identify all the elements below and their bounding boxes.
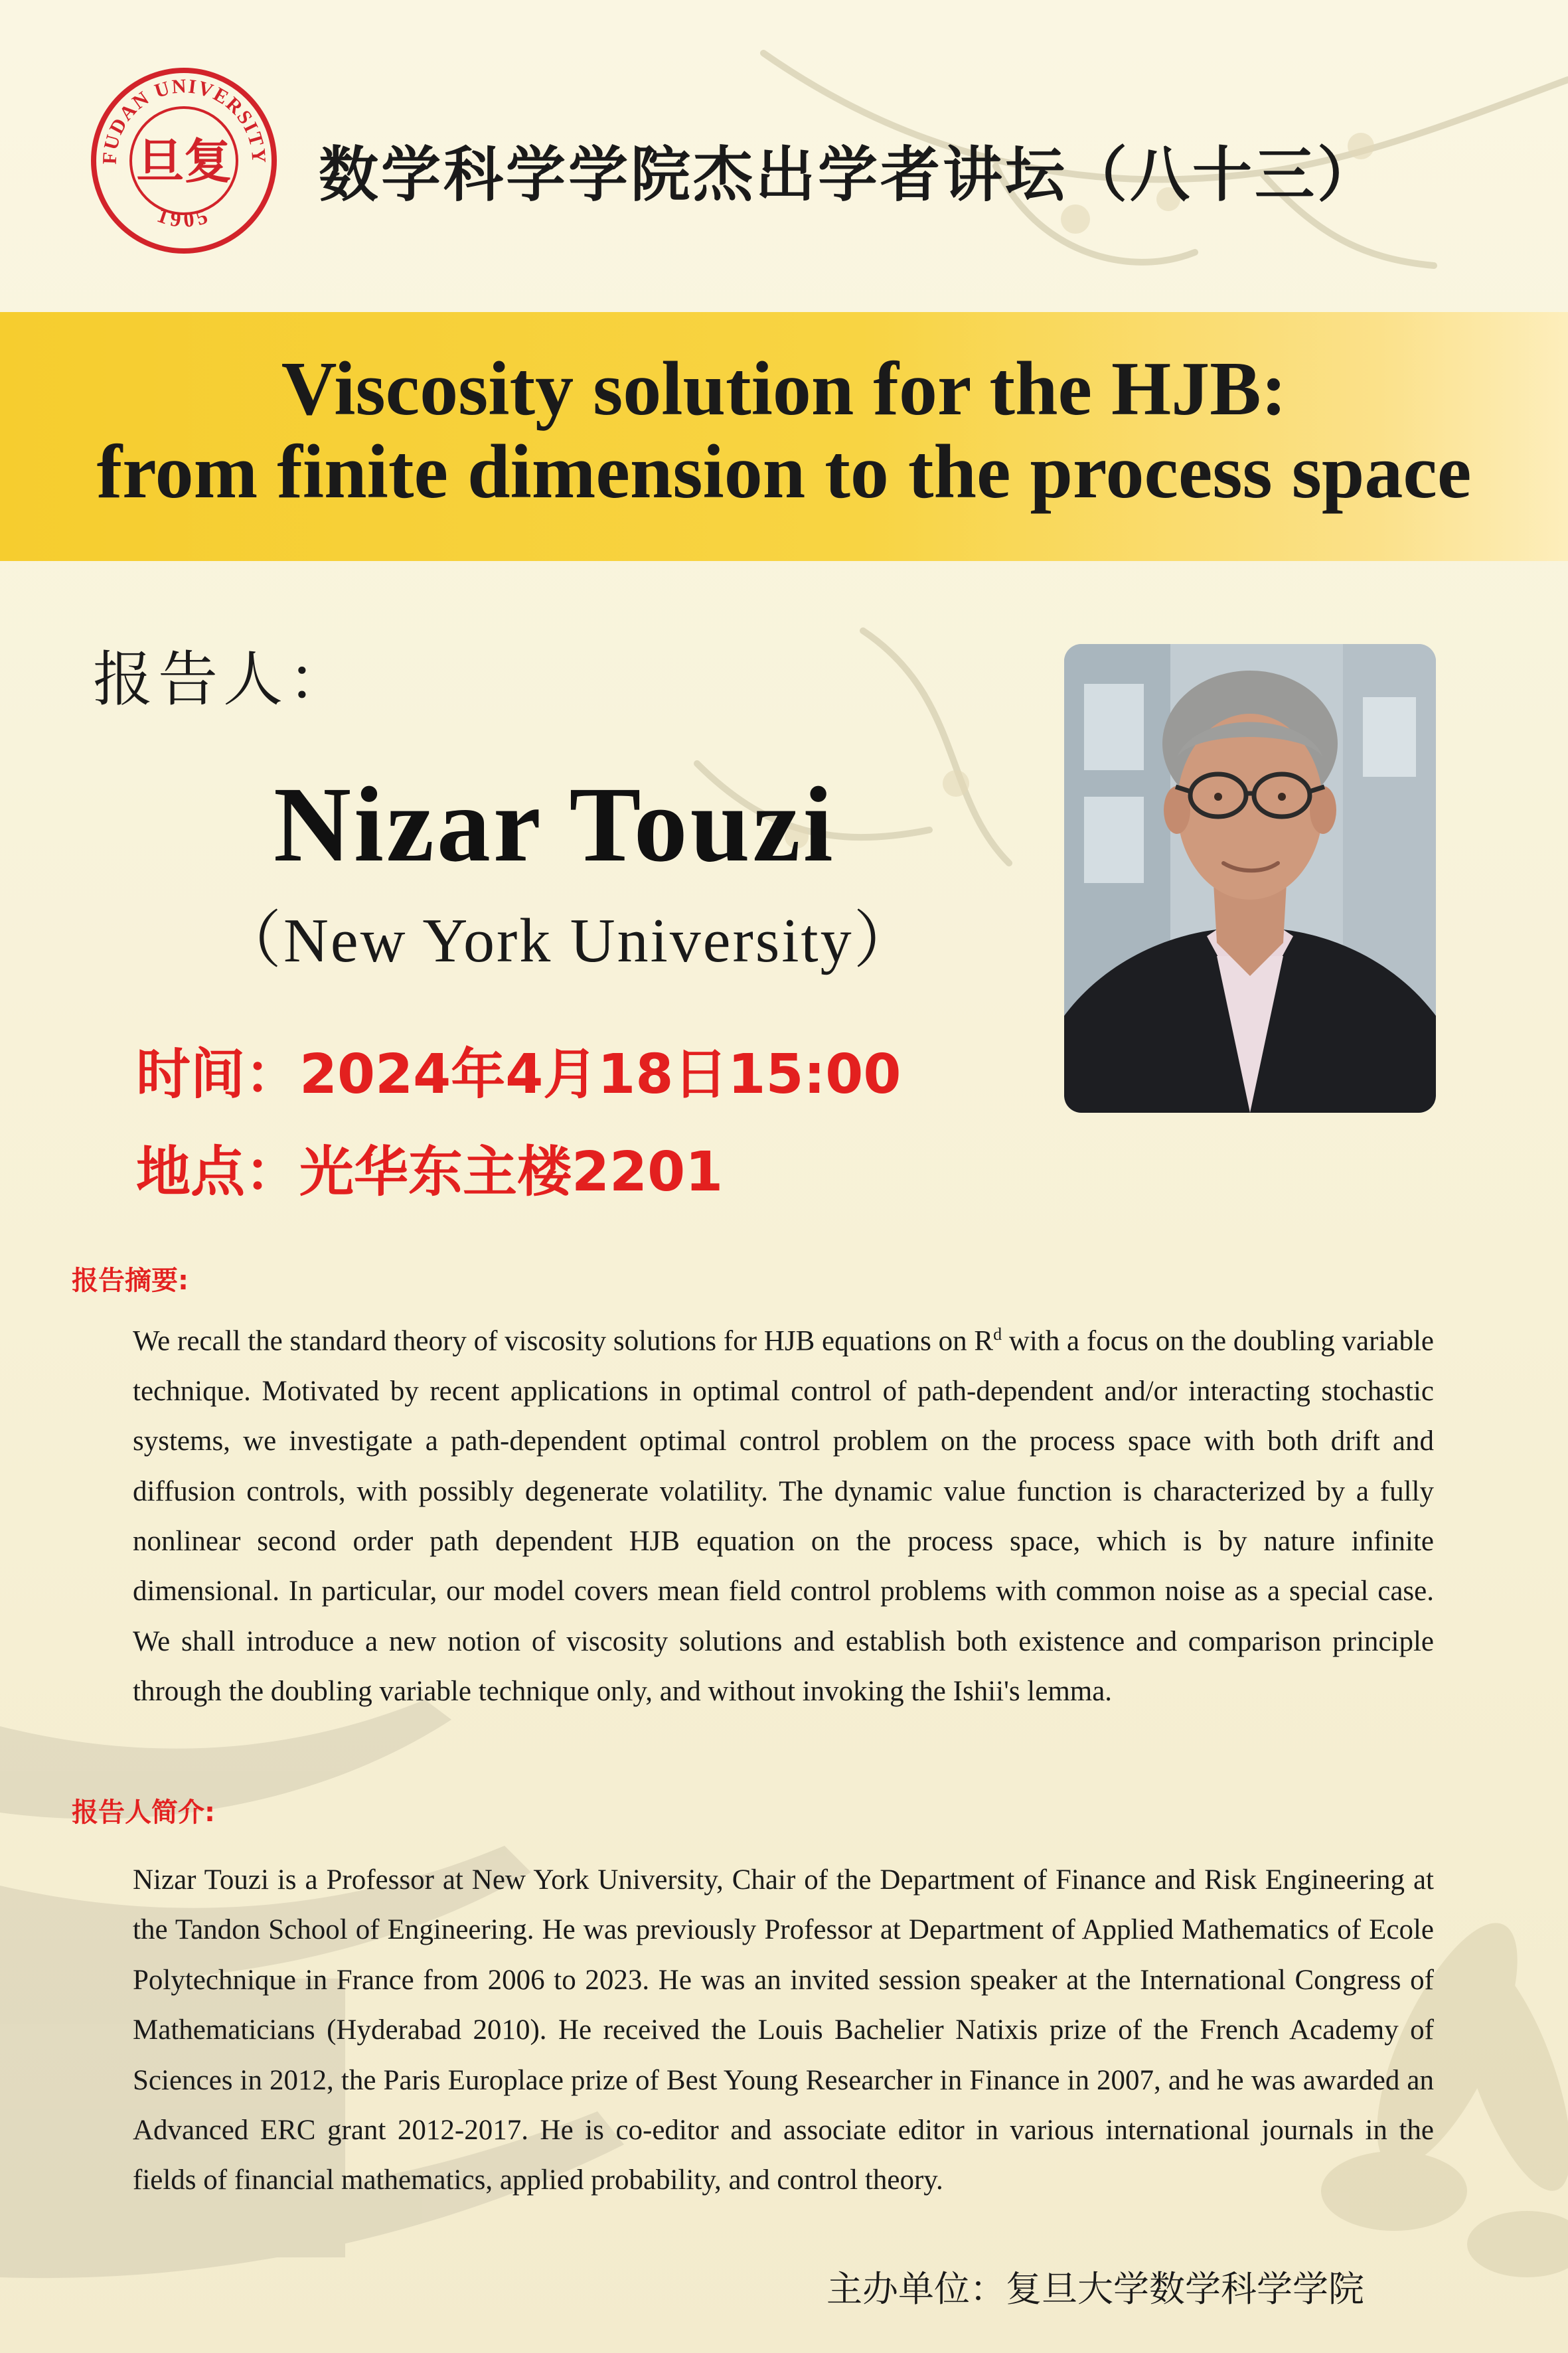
abstract-text-start: We recall the standard theory of viscosity solutions for HJB equations on R [133, 1325, 994, 1357]
speaker-photo [1064, 644, 1436, 1113]
speaker-label: 报告人： [93, 645, 353, 714]
abstract-heading: 报告摘要: [72, 1265, 189, 1296]
speaker-affiliation: （New York University） [219, 906, 918, 975]
abstract-text-rest: with a focus on the doubling variable technique. Motivated by recent applications in optimal control of path-dependent and/or interacting stochastic systems, we investigate a path-dependent optimal control problem on the process space with both drift and diffusion controls, with possibly degenerate volatility. The dynamic value function is characterized by a fully nonlinear second order path dependent HJB equation on the process space, which is by nature infinite dimensional. In particular, our model covers mean field control problems with common noise as a special case. We shall introduce a new notion of viscosity solutions and establish both existence and comparison principle through the doubling variable technique only, and without invoking the Ishii's lemma. [133, 1325, 1434, 1708]
speaker-name: Nizar Touzi [274, 766, 836, 884]
fudan-university-seal-logo [90, 66, 279, 256]
talk-time: 时间：2024年4月18日15:00 [136, 1043, 902, 1106]
svg-text:1905 [154, 203, 214, 232]
talk-title-line-2: from finite dimension to the process space [96, 430, 1472, 515]
talk-place: 地点：光华东主楼2201 [136, 1141, 724, 1204]
abstract-superscript: d [993, 1325, 1002, 1344]
sponsor-line: 主办单位：复旦大学数学科学学院 [826, 2268, 1364, 2310]
logo-center-glyph: 旦复 [135, 133, 232, 189]
logo-arc-text: FUDAN UNIVERSITY [98, 75, 270, 165]
abstract-text [133, 1309, 1434, 1717]
logo-year: 1905 [154, 203, 214, 232]
lecture-series-title: 数学科学学院杰出学者讲坛（八十三） [319, 140, 1379, 210]
bio-heading: 报告人简介: [72, 1797, 215, 1828]
talk-title-line-1: Viscosity solution for the HJB: [281, 347, 1287, 432]
bio-text: Nizar Touzi is a Professor at New York University, Chair of the Department of Finance and Risk Engineering at the Tandon School of Engineering. He was previously Professor at Department of Applied Mathematics of Ecole Polytechnique in France from 2006 to 2023. He was an invited session speaker at the International Congress of Mathematicians (Hyderabad 2010). He received the Louis Bachelier Natixis prize of the French Academy of Sciences in 2012, the Paris Europlace prize of Best Young Researcher in Finance in 2007, and he was awarded an Advanced ERC grant 2012-2017. He is co-editor and associate editor in various international journals in the fields of financial mathematics, applied probability, and control theory. [133, 1864, 1434, 2196]
